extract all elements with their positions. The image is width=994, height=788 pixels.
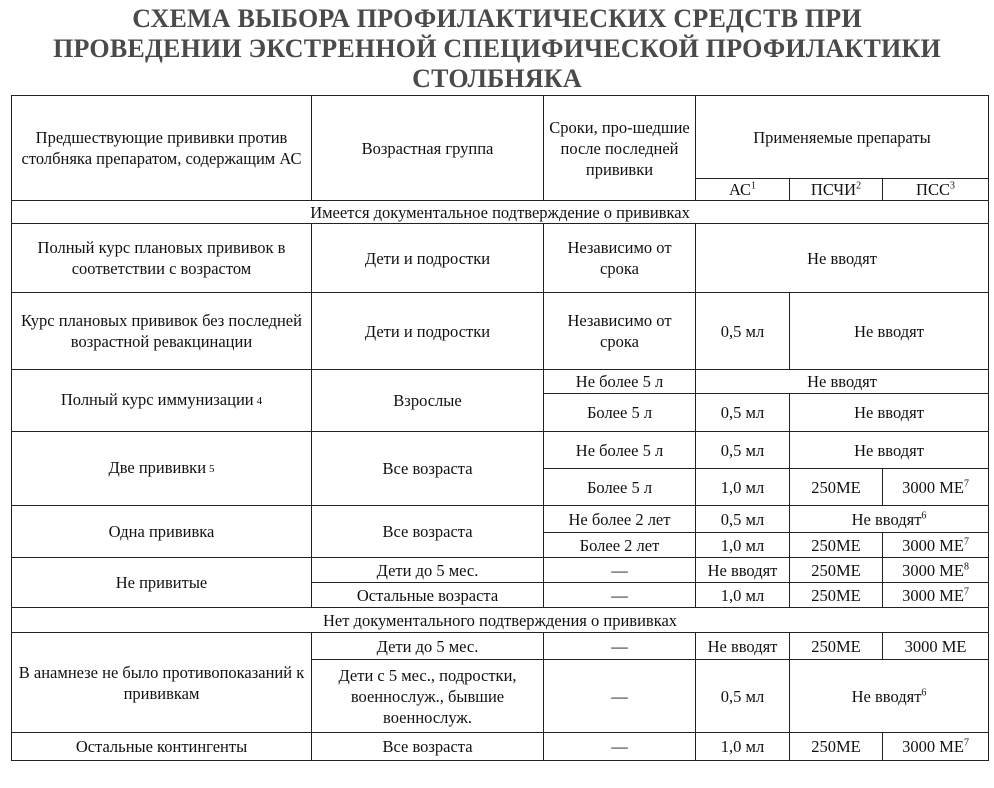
- cell-as: 1,0 мл: [696, 583, 790, 608]
- cell-pschi: 250МЕ: [790, 583, 883, 608]
- cell-as: 0,5 мл: [696, 506, 790, 533]
- cell-as: Не вводят: [696, 558, 790, 583]
- cell-prev: Одна прививка: [12, 506, 312, 558]
- cell-term: Более 2 лет: [544, 533, 696, 558]
- cell-pschi: 250МЕ: [790, 733, 883, 761]
- cell-age: Все возраста: [312, 733, 544, 761]
- cell-pschi: 250МЕ: [790, 558, 883, 583]
- cell-as: 1,0 мл: [696, 469, 790, 506]
- cell-term: Не более 5 л: [544, 370, 696, 394]
- cell-as: 0,5 мл: [696, 660, 790, 733]
- cell-age: Все возраста: [312, 506, 544, 558]
- header-prev-vaccinations: Предшествующие прививки против столбняка препаратом, содержащим АС: [12, 96, 312, 201]
- cell-pss: 3000 $МЕ^7$: [883, 583, 989, 608]
- cell-age: Дети до 5 мес.: [312, 558, 544, 583]
- cell-pss: 3000 $МЕ^7$: [883, 533, 989, 558]
- header-as: $АС^1$: [696, 179, 790, 201]
- cell-rest: Не вводят: [790, 293, 989, 370]
- table-row: [12, 293, 989, 370]
- cell-prev: Курс плановых прививок без последней возрастной ревакцинации: [12, 293, 312, 370]
- cell-as: 0,5 мл: [696, 293, 790, 370]
- cell-as: 1,0 мл: [696, 733, 790, 761]
- cell-term: —: [544, 733, 696, 761]
- cell-term: —: [544, 583, 696, 608]
- cell-as: 0,5 мл: [696, 394, 790, 432]
- table-row: [12, 558, 989, 583]
- cell-pschi: 250МЕ: [790, 533, 883, 558]
- cell-as: Не вводят: [696, 633, 790, 660]
- cell-term: —: [544, 633, 696, 660]
- section-documented: Имеется документальное подтверждение о прививках: [12, 201, 989, 224]
- cell-term: Более 5 л: [544, 394, 696, 432]
- cell-term: Независимо от срока: [544, 224, 696, 293]
- table-row: [12, 506, 989, 533]
- cell-prev: Две прививки 5: [12, 432, 312, 506]
- cell-as: 1,0 мл: [696, 533, 790, 558]
- cell-prep: Не вводят: [696, 224, 989, 293]
- cell-as: 0,5 мл: [696, 432, 790, 469]
- cell-prev: Остальные контингенты: [12, 733, 312, 761]
- cell-pschi: 250МЕ: [790, 633, 883, 660]
- prophylaxis-table: [11, 95, 989, 761]
- table-row: [12, 733, 989, 761]
- header-terms: Сроки, про-шедшие после последней прививки: [544, 96, 696, 201]
- header-preparations: Применяемые препараты: [696, 96, 989, 179]
- cell-pss: 3000 $МЕ^7$: [883, 469, 989, 506]
- cell-age: Все возраста: [312, 432, 544, 506]
- cell-pss: 3000 $МЕ^7$: [883, 733, 989, 761]
- cell-rest: Не вводят$^6$: [790, 506, 989, 533]
- cell-rest: Не вводят$^6$: [790, 660, 989, 733]
- cell-age: Дети до 5 мес.: [312, 633, 544, 660]
- cell-age: Дети и подростки: [312, 224, 544, 293]
- table-row: [12, 224, 989, 293]
- table-row: [12, 370, 989, 394]
- cell-prev: Полный курс иммунизации 4: [12, 370, 312, 432]
- cell-prep: Не вводят: [696, 370, 989, 394]
- document-title: [0, 4, 994, 94]
- cell-prev: Не привитые: [12, 558, 312, 608]
- cell-age: Взрослые: [312, 370, 544, 432]
- cell-rest: Не вводят: [790, 394, 989, 432]
- cell-prev: Полный курс плановых прививок в соответствии с возрастом: [12, 224, 312, 293]
- cell-term: —: [544, 660, 696, 733]
- cell-term: —: [544, 558, 696, 583]
- cell-age: Дети с 5 мес., подростки, военнослуж., бывшие военнослуж.: [312, 660, 544, 733]
- section-undocumented: Нет документального подтверждения о прививках: [12, 608, 989, 633]
- table-row: [12, 432, 989, 469]
- cell-pschi: 250МЕ: [790, 469, 883, 506]
- title-line-1: СХЕМА ВЫБОРА ПРОФИЛАКТИЧЕСКИХ СРЕДСТВ ПРИ: [132, 4, 862, 33]
- header-pschi: ПСЧИ$^2$: [790, 179, 883, 201]
- header-age-group: Возрастная группа: [312, 96, 544, 201]
- cell-age: Дети и подростки: [312, 293, 544, 370]
- cell-pss: 3000 МЕ: [883, 633, 989, 660]
- cell-term: Не более 2 лет: [544, 506, 696, 533]
- cell-term: Не более 5 л: [544, 432, 696, 469]
- cell-term: Независимо от срока: [544, 293, 696, 370]
- header-pss: ПСС$^3$: [883, 179, 989, 201]
- title-line-3: СТОЛБНЯКА: [412, 64, 582, 93]
- table-row: [12, 633, 989, 660]
- cell-prev: В анамнезе не было противопоказаний к прививкам: [12, 633, 312, 733]
- cell-age: Остальные возраста: [312, 583, 544, 608]
- title-line-2: ПРОВЕДЕНИИ ЭКСТРЕННОЙ СПЕЦИФИЧЕСКОЙ ПРОФИЛАКТИКИ: [53, 34, 941, 63]
- cell-rest: Не вводят: [790, 432, 989, 469]
- cell-term: Более 5 л: [544, 469, 696, 506]
- cell-pss: 3000 $МЕ^8$: [883, 558, 989, 583]
